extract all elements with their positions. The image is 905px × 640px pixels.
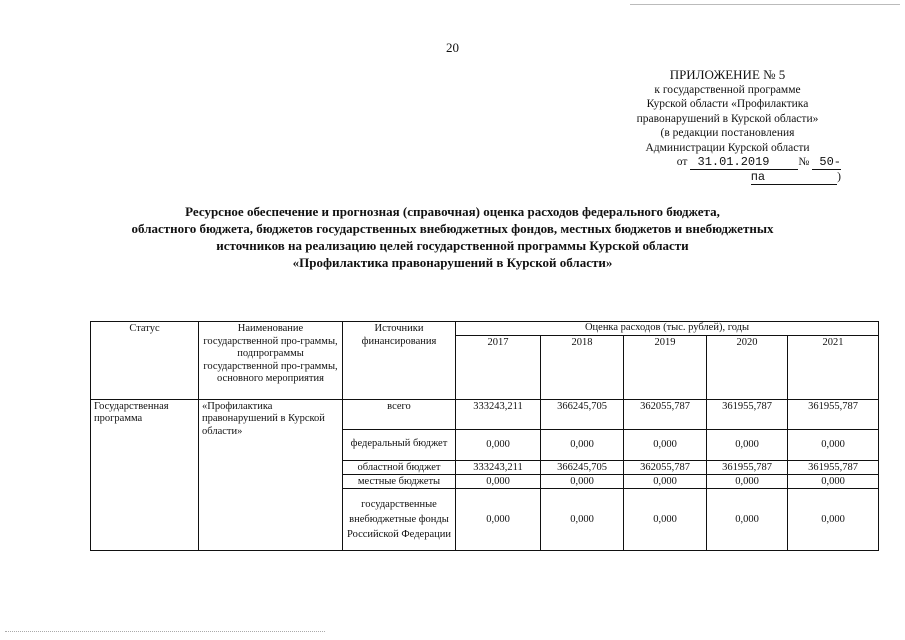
value-cell: 362055,787 bbox=[624, 460, 707, 474]
table-row bbox=[91, 399, 879, 429]
title-line: источников на реализацию целей государственной программы Курской области bbox=[216, 238, 689, 253]
header-estimate: Оценка расходов (тыс. рублей), годы bbox=[456, 322, 879, 336]
source-cell: областной бюджет bbox=[343, 460, 456, 474]
appendix-line: Курской области «Профилактика bbox=[646, 98, 809, 110]
value-cell: 0,000 bbox=[788, 429, 879, 460]
value-cell: 366245,705 bbox=[541, 399, 624, 429]
value-cell: 361955,787 bbox=[707, 399, 788, 429]
value-cell: 0,000 bbox=[624, 429, 707, 460]
header-year: 2021 bbox=[788, 335, 879, 399]
value-cell: 0,000 bbox=[707, 474, 788, 488]
appendix-title: ПРИЛОЖЕНИЕ № 5 bbox=[669, 67, 786, 82]
program-name-cell: «Профилактика правонарушений в Курской области» bbox=[199, 399, 343, 550]
value-cell: 0,000 bbox=[541, 429, 624, 460]
value-cell: 0,000 bbox=[707, 429, 788, 460]
value-cell: 0,000 bbox=[707, 488, 788, 550]
value-cell: 333243,211 bbox=[456, 399, 541, 429]
appendix-line: к государственной программе bbox=[654, 83, 801, 96]
decree-number: 50-па bbox=[750, 155, 841, 184]
source-cell: всего bbox=[343, 399, 456, 429]
date-prefix: от bbox=[676, 156, 688, 168]
appendix-line: (в редакции постановления bbox=[660, 127, 795, 139]
budget-table bbox=[90, 321, 879, 551]
close-paren: ) bbox=[837, 170, 841, 183]
value-cell: 0,000 bbox=[456, 488, 541, 550]
decree-date: 31.01.2019 bbox=[690, 155, 798, 170]
appendix-line: Администрации Курской области bbox=[645, 141, 810, 154]
title-line: Ресурсное обеспечение и прогнозная (справочная) оценка расходов федерального бюджета, bbox=[185, 204, 720, 219]
source-cell: местные бюджеты bbox=[343, 474, 456, 488]
value-cell: 0,000 bbox=[456, 429, 541, 460]
value-cell: 0,000 bbox=[788, 488, 879, 550]
appendix-block bbox=[590, 68, 865, 184]
value-cell: 366245,705 bbox=[541, 460, 624, 474]
value-cell: 333243,211 bbox=[456, 460, 541, 474]
value-cell: 0,000 bbox=[456, 474, 541, 488]
header-year: 2018 bbox=[541, 335, 624, 399]
value-cell: 361955,787 bbox=[788, 399, 879, 429]
scan-artifact-top bbox=[630, 4, 900, 5]
number-prefix: № bbox=[798, 156, 810, 168]
value-cell: 0,000 bbox=[541, 474, 624, 488]
header-name: Наименование государственной про-граммы, подпрограммы государственной про-граммы, основного мероприятия bbox=[199, 322, 343, 400]
value-cell: 362055,787 bbox=[624, 399, 707, 429]
document-title bbox=[60, 203, 845, 271]
value-cell: 0,000 bbox=[788, 474, 879, 488]
title-line: «Профилактика правонарушений в Курской области» bbox=[292, 255, 613, 270]
status-cell: Государственная программа bbox=[91, 399, 199, 550]
header-source: Источники финансирования bbox=[343, 322, 456, 400]
header-status: Статус bbox=[91, 322, 199, 400]
page-number: 20 bbox=[446, 40, 459, 55]
source-cell: федеральный бюджет bbox=[343, 429, 456, 460]
value-cell: 0,000 bbox=[624, 474, 707, 488]
scan-artifact-bottom bbox=[5, 631, 325, 632]
value-cell: 361955,787 bbox=[788, 460, 879, 474]
appendix-date-line bbox=[590, 155, 865, 184]
title-line: областного бюджета, бюджетов государственных внебюджетных фондов, местных бюджетов и внебюджетных bbox=[131, 221, 774, 236]
appendix-line: правонарушений в Курской области» bbox=[636, 112, 819, 125]
header-year: 2020 bbox=[707, 335, 788, 399]
value-cell: 0,000 bbox=[541, 488, 624, 550]
value-cell: 361955,787 bbox=[707, 460, 788, 474]
header-row bbox=[91, 322, 879, 336]
source-cell: государственные внебюджетные фонды Российской Федерации bbox=[343, 488, 456, 550]
header-year: 2017 bbox=[456, 335, 541, 399]
header-year: 2019 bbox=[624, 335, 707, 399]
value-cell: 0,000 bbox=[624, 488, 707, 550]
